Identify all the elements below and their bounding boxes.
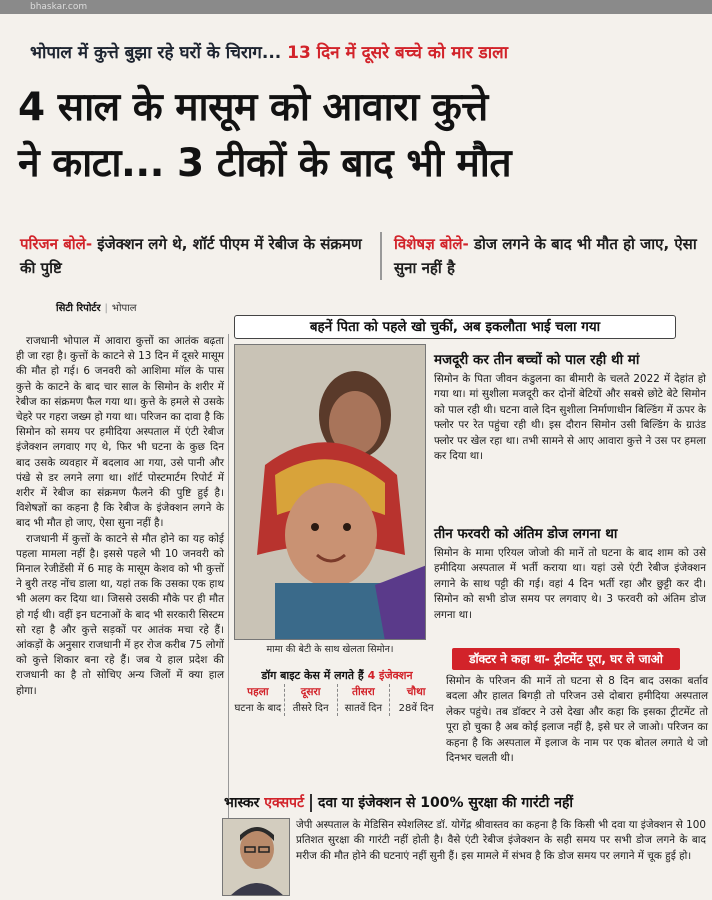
subhead-expert [380, 232, 706, 280]
headline-line-2: ने काटा... 3 टीकों के बाद भी मौत [18, 141, 512, 186]
dose-value: सातवें दिन [344, 703, 382, 714]
dose-column [338, 684, 391, 716]
byline [56, 300, 137, 314]
expert-illustration [223, 819, 290, 896]
masthead-strip [0, 0, 712, 14]
dose-box-title-count: 4 इंजेक्शन [367, 669, 413, 682]
subhead-family [20, 232, 365, 280]
expert-brand [224, 795, 304, 811]
expert-photo [222, 818, 290, 896]
side3-banner: डॉक्टर ने कहा था- ट्रीटमेंट पूरा, घर ले जाओ [452, 648, 680, 670]
expert-body: जेपी अस्पताल के मेडिसिन स्पेशलिस्ट डॉ. योगेंद्र श्रीवास्तव का कहना है कि किसी भी दवा या इंजेक्शन से 100 प्रतिशत सुरक्षा की गारंटी नहीं होती है। वैसे एंटी रेबीज इंजेक्शन के सही समय पर सभी डोज लगने के बाद मरीज की मौत होने की घटनाएं नहीं सुनी हैं। इस मामले में संभव है कि डोज समय पर लगाने में चूक हुई हो। [296, 819, 706, 862]
child-photo [234, 344, 426, 640]
dose-label: तीसरा [351, 686, 375, 698]
headline [18, 80, 706, 192]
dose-table [232, 684, 442, 716]
subhead-family-tag: परिजन बोले- [20, 235, 93, 253]
expert-bar [224, 790, 704, 816]
byline-city: भोपाल [111, 303, 137, 314]
byline-separator: | [104, 303, 108, 314]
headline-line-1: 4 साल के मासूम को आवारा कुत्ते [18, 85, 488, 130]
dose-label: पहला [247, 686, 269, 698]
subhead-expert-text: डोज लगने के बाद भी मौत हो जाए, ऐसा सुना नहीं है [394, 235, 697, 277]
side1-title: मजदूरी कर तीन बच्चों को पाल रही थी मां [434, 352, 640, 368]
dose-column [390, 684, 442, 716]
side1-body: सिमोन के पिता जीवन कंडुलना का बीमारी के चलते 2022 में देहांत हो गया था। मां सुशीला मजदूरी कर दोनों बेटियों और सबसे छोटे बेटे सिमोन को पाल रही थी। घटना वाले दिन सुशीला निर्माणाधीन बिल्डिंग में ऊपर के फ्लोर पर रेत पहुंचा रही थी। इस दौरान सिमोन उसी बिल्डिंग के ग्राउंड फ्लोर पर खेल रहा था। तभी सामने से आए आवारा कुत्ते ने उस पर हमला कर दिया था। [434, 373, 706, 463]
main-story-para-1: राजधानी भोपाल में आवारा कुत्तों का आतंक बढ़ता ही जा रहा है। कुत्तों के काटने से 13 दिन में दूसरे मासूम की मौत हो गई। 6 जनवरी को आशिमा मॉल के पास कुत्ते के काटने के बाद चार साल के सिमोन के शरीर में रेबीज का संक्रमण फैल गया था। कुत्ते के हमले से उसके चेहरे पर गहरा जख्म हो गया था। परिजन का दावा है कि सिमोन को समय पर हमीदिया अस्पताल में एंटी रेबीज इंजेक्शन लगवाए गए थे, फिर भी घटना के कुछ दिन बाद उसके व्यवहार में बदलाव आ गया, उसे पानी और पंखे से डर लगने लगा था। शॉर्ट पोस्टमार्टम रिपोर्ट में शरीर में रेबीज का संक्रमण फैलने की पुष्टि हुई है। विशेषज्ञों का कहना है कि रेबीज के इंजेक्शन लगने के बाद भी मौत हो जाए, ऐसा सुना नहीं है। [16, 335, 224, 530]
masthead-text: bhaskar.com [30, 2, 88, 12]
side2-body: सिमोन के मामा एरियल जोजो की मानें तो घटना के बाद शाम को उसे हमीदिया अस्पताल में भर्ती कराया था। यहां उसे एंटी रेबीज इंजेक्शन लगाने के साथ पट्टी की गई। वहां 4 दिन भर्ती रहा और छुट्टी कर दी। सिमोन को सभी डोज समय पर लगवाए थे। 3 फरवरी को अंतिम डोज लगना था। [434, 547, 706, 621]
photo-illustration [235, 345, 426, 640]
dose-label: दूसरा [300, 686, 321, 698]
kicker [30, 40, 700, 63]
main-story-para-2: राजधानी में कुत्तों के काटने से मौत होने का यह कोई पहला मामला नहीं है। इससे पहले भी 10 जनवरी को मिनाल रेजीडेंसी में 6 माह के मासूम केशव को भी कुत्तों ने बुरी तरह नोंच डाला था, यहां तक कि उसका एक हाथ भी अलग कर दिया था। जिससे उसकी मौके पर ही मौत हो गई थी। वहीं इन घटनाओं के बाद भी सरकारी सिस्टम सो रहा है और कुत्ते सड़कों पर आतंक मचा रहे हैं। आंकड़ों के अनुसार राजधानी में हर रोज करीब 75 लोगों को कुत्ते शिकार बना रहे हैं। जब ये हाल प्रदेश की राजधानी का है तो सोचिए अन्य जिलों में क्या हाल होगा। [16, 532, 224, 697]
dose-value: घटना के बाद [234, 703, 282, 714]
kicker-right: 13 दिन में दूसरे बच्चे को मार डाला [287, 43, 509, 63]
expert-brand-red: एक्सपर्ट [264, 795, 305, 811]
dose-column [285, 684, 338, 716]
dose-box-title-prefix: डॉग बाइट केस में लगते हैं [261, 669, 364, 682]
dose-value: 28वें दिन [398, 703, 434, 714]
kicker-left: भोपाल में कुत्ते बुझा रहे घरों के चिराग... [30, 43, 282, 63]
side2-title: तीन फरवरी को अंतिम डोज लगना था [434, 526, 618, 542]
side3-body: सिमोन के परिजन की मानें तो घटना से 8 दिन बाद उसका बर्ताव बदला और हालत बिगड़ी तो परिजन उसे दोबारा हमीदिया अस्पताल लेकर पहुंचे। तब डॉक्टर ने उसे देखा और कहा कि इसका ट्रीटमेंट तो पूरा हो चुका है अब कोई इलाज नहीं है, इसे घर ले जाओ। परिजन का कहना है कि अस्पताल में इलाज के नाम पर एक बोतल लगाते थे जो दिनभर चलती थी। [446, 675, 708, 765]
dose-value: तीसरे दिन [292, 703, 329, 714]
subhead-family-text: इंजेक्शन लगे थे, शॉर्ट पीएम में रेबीज के संक्रमण की पुष्टि [20, 235, 362, 277]
expert-headline: दवा या इंजेक्शन से 100% सुरक्षा की गारंटी नहीं [318, 795, 574, 811]
byline-reporter: सिटी रिपोर्टर [56, 303, 101, 314]
dose-box-title [234, 668, 440, 683]
subhead-expert-tag: विशेषज्ञ बोले- [394, 235, 469, 253]
main-story [16, 334, 224, 699]
photo-caption: मामा की बेटी के साथ खेलता सिमोन। [266, 644, 394, 655]
dose-label: चौथा [406, 686, 426, 698]
story-banner: बहनें पिता को पहले खो चुकीं, अब इकलौता भाई चला गया [234, 315, 676, 339]
expert-brand-black: भास्कर [224, 795, 260, 811]
expert-separator [310, 794, 312, 812]
dose-column [232, 684, 285, 716]
